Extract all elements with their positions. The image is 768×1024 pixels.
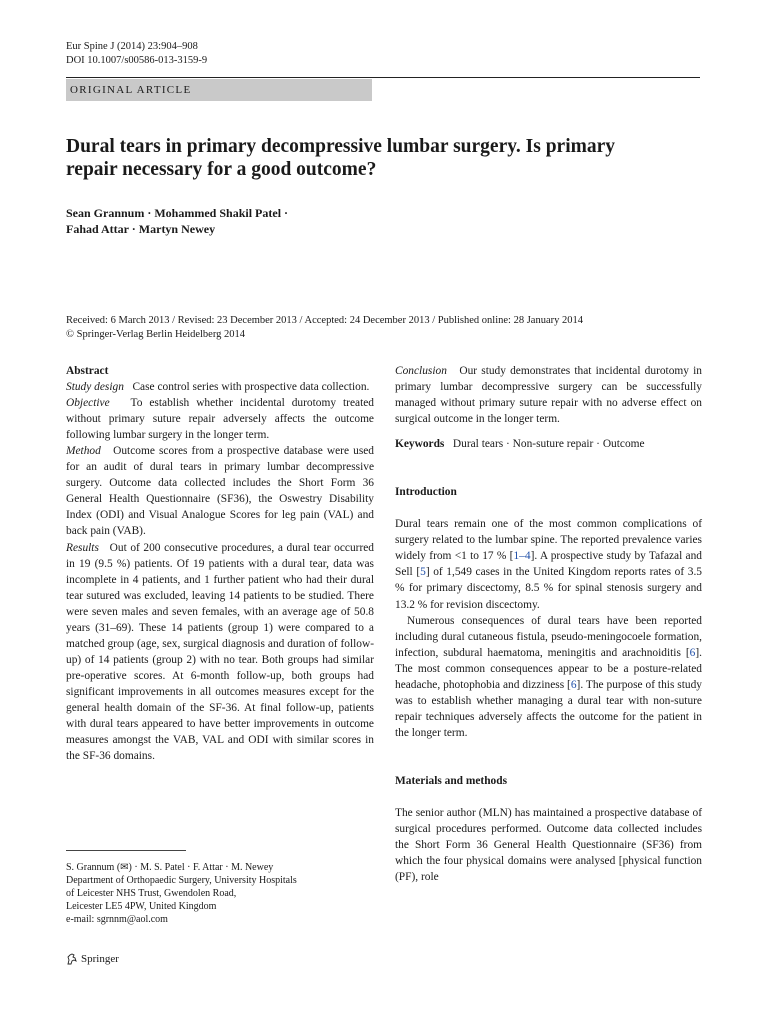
- author-affiliation-footnote: [66, 861, 374, 926]
- keywords-text: Dural tears · Non-suture repair · Outcome: [452, 438, 645, 451]
- authors-line-2[interactable]: Fahad Attar · Martyn Newey: [66, 222, 216, 236]
- methods-heading: Materials and methods: [395, 774, 508, 787]
- article-title: [66, 135, 706, 181]
- footnote-address: Leicester LE5 4PW, United Kingdom: [66, 901, 217, 912]
- method-text: Outcome scores from a prospective database were used for an audit of dural tears in primary lumbar decompressive surgery. Outcome data collected includes the Short Form 36 General Health Questionnaire (SF36), the Oswestry Disability Index (ODI) and Visual Analogue Scores for leg pain (VAL) and back pain (VAB).: [66, 445, 375, 538]
- header-rule: [66, 77, 700, 78]
- study-design-paragraph: [66, 379, 374, 395]
- intro-p2-text-b: ]. The most common consequences appear to be a posture-related headache, photophobia and dizziness [: [395, 646, 702, 691]
- conclusion-text: Our study demonstrates that incidental durotomy in primary lumbar decompressive surgery can be successfully managed without primary suture repair with no adverse effect on surgical outcome in the longer term.: [395, 365, 702, 426]
- right-column: [395, 363, 702, 885]
- footnote-department: Department of Orthopaedic Surgery, University Hospitals: [66, 875, 297, 886]
- introduction-paragraph-1: [395, 516, 702, 612]
- footnote-email[interactable]: e-mail: sgrnnm@aol.com: [66, 914, 168, 925]
- intro-p1-text-c: ] of 1,549 cases in the United Kingdom reports rates of 3.5 % for primary discectomy, 8.5 % for spinal stenosis surgery and 13.2 % for revision discectomy.: [395, 566, 702, 611]
- objective-text: To establish whether incidental durotomy treated without primary suture repair adversely affects the outcome following lumbar surgery in the longer term.: [66, 397, 374, 442]
- abstract-column: [66, 363, 374, 764]
- dates-line: Received: 6 March 2013 / Revised: 23 December 2013 / Accepted: 24 December 2013 / Published online: 28 January 2014: [66, 315, 583, 326]
- footnote-rule: [66, 850, 186, 851]
- journal-line: Eur Spine J (2014) 23:904–908: [66, 41, 198, 52]
- intro-p1-text-a: Dural tears remain one of the most common complications of surgery related to the lumbar spine. The reported prevalence varies widely from <1 to 17 % [: [395, 518, 702, 563]
- results-label: Results: [66, 541, 99, 554]
- conclusion-label: Conclusion: [395, 365, 447, 377]
- conclusion-paragraph: [395, 363, 702, 427]
- article-type-banner: ORIGINAL ARTICLE: [66, 79, 372, 101]
- methods-paragraph-1: The senior author (MLN) has maintained a prospective database of surgical procedures performed. Outcome data collected includes the Short Form 36 General Health Questionnaire (SF36) from which the four physical domains were analysed [physical function (PF), role: [395, 806, 702, 884]
- doi-line[interactable]: DOI 10.1007/s00586-013-3159-9: [66, 55, 208, 66]
- introduction-paragraph-2: [395, 613, 702, 741]
- keywords-label: Keywords: [395, 438, 445, 451]
- citation-link[interactable]: 1–4: [513, 550, 531, 563]
- footnote-authors: S. Grannum (✉) · M. S. Patel · F. Attar · M. Newey: [66, 862, 274, 873]
- introduction-heading: Introduction: [395, 486, 457, 499]
- copyright-line: © Springer-Verlag Berlin Heidelberg 2014: [66, 328, 246, 340]
- intro-p2-text-a: Numerous consequences of dural tears have been reported including dural cutaneous fistula, pseudo-meningocoele formation, infection, subdural haematoma, meningitis and arachnoiditis [: [395, 614, 702, 659]
- method-paragraph: [66, 443, 374, 539]
- results-text: Out of 200 consecutive procedures, a dural tear occurred in 19 (9.5 %) patients. Of 19 patients with a dural tear, data was incomplete in 4 patients, and 1 further patient who had their dural tear sutured was excluded, leaving 14 patients to be studied. There were seven males and seven females, with an average age of 50.8 years (31–69). These 14 patients (group 1) were compared to a matched group (age, sex, surgical diagnosis and duration of follow-up) of 14 patients (group 2) with no tear. Both groups had similar pre-operative scores. At 6-month follow-up, both groups had significant improvements in all outcomes measures except for the general health domain of the SF-36. At final follow-up, patients with dural tears appeared to have better improvements in outcome measures amongst the VAB, VAL and ODI with similar scores in the SF-36 domains.: [66, 541, 374, 763]
- study-design-label: Study design: [66, 381, 124, 394]
- abstract-heading: Abstract: [66, 365, 109, 377]
- springer-horse-icon: [66, 953, 78, 965]
- intro-p2-text-c: ]. The purpose of this study was to establish whether managing a dural tear with non-suture repair techniques adversely affects the outcome for the patient in the longer term.: [395, 678, 702, 739]
- publisher-logo: [66, 953, 119, 965]
- publication-history: [66, 314, 706, 342]
- author-list: [66, 205, 706, 237]
- title-line-1: Dural tears in primary decompressive lumbar surgery. Is primary: [66, 136, 616, 157]
- citation-link[interactable]: 6: [689, 646, 696, 659]
- study-design-text: Case control series with prospective data collection.: [132, 381, 370, 394]
- citation-link[interactable]: 5: [420, 566, 426, 579]
- method-label: Method: [66, 445, 101, 458]
- publisher-name: Springer: [81, 953, 119, 965]
- objective-label: Objective: [66, 397, 110, 410]
- journal-citation: [66, 40, 207, 68]
- results-paragraph: [66, 540, 374, 765]
- keywords-paragraph: [395, 436, 702, 452]
- authors-line-1[interactable]: Sean Grannum · Mohammed Shakil Patel ·: [66, 206, 289, 220]
- objective-paragraph: [66, 395, 374, 443]
- intro-p1-text-b: ]. A prospective study by Tafazal and Sell [: [395, 550, 702, 579]
- citation-link[interactable]: 6: [570, 678, 577, 691]
- footnote-institution: of Leicester NHS Trust, Gwendolen Road,: [66, 888, 237, 899]
- title-line-2: repair necessary for a good outcome?: [66, 159, 377, 180]
